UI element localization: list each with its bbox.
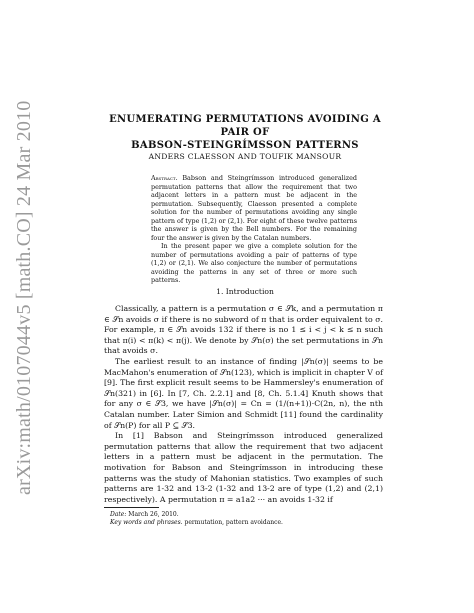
title-line-2: BABSON-STEINGRÍMSSON PATTERNS — [131, 140, 359, 151]
arxiv-identifier-stamp: arXiv:math/0107044v5 [math.CO] 24 Mar 2010 — [13, 100, 35, 495]
footnote-rule — [104, 507, 159, 508]
footnote-date — [104, 511, 383, 519]
section-heading: 1. Introduction — [216, 287, 274, 296]
abstract-heading: Abstract. — [151, 174, 178, 182]
keywords-value: permutation, pattern avoidance. — [184, 519, 283, 526]
title-line-1: ENUMERATING PERMUTATIONS AVOIDING A PAIR OF — [109, 114, 381, 138]
body-paragraph-2: The earliest result to an instance of finding |𝒮n(σ)| seems to be MacMahon's enumeration of 𝒮n(123), which is implicit in chapter V of [9]. The first explicit result seems to be Hammersley's enumeration of 𝒮n(321) in [6]. In [7, Ch. 2.2.1] and [8, Ch. 5.1.4] Knuth shows that for any σ ∈ 𝒮3, we have |𝒮n(σ)| = Cn = (1/(n+1))·C(2n, n), the nth Catalan number. Later Simion and Schmidt [11] found the cardinality of 𝒮n(P) for all P ⊆ 𝒮3. — [104, 356, 383, 430]
paper-title — [100, 113, 390, 152]
body-paragraph-3: In [1] Babson and Steingrímsson introduced generalized permutation patterns that allow the requirement that two adjacent letters in a pattern must be adjacent in the permutation. The motivation for Babson and Steingrímsson in introducing these patterns was the study of Mahonian statistics. Two examples of such patterns are 1-32 and 13-2 (1-32 and 13-2 are of type (1,2) and (2,1) respectively). A permutation π = a1a2 ··· an avoids 1-32 if — [104, 431, 383, 504]
footnotes — [104, 511, 383, 527]
date-label: Date: — [110, 511, 127, 518]
body-paragraph-1: Classically, a pattern is a permutation σ ∈ 𝒮k, and a permutation π ∈ 𝒮n avoids σ if there is no subword of π that is order equivalent to σ. For example, π ∈ 𝒮n avoids 132 if there is no 1 ≤ i < j < k ≤ n such that π(i) < π(k) < π(j). We denote by 𝒮n(σ) the set permutations in 𝒮n that avoids σ. — [104, 304, 383, 356]
body-text — [104, 304, 383, 505]
abstract — [151, 174, 357, 285]
abstract-paragraph-1 — [151, 174, 357, 242]
keywords-label: Key words and phrases. — [110, 519, 183, 526]
abstract-text-1: Babson and Steingrímsson introduced generalized permutation patterns that allow the requirement that two adjacent letters in a pattern must be adjacent in the permutation. Subsequently, Claesson presented a complete solution for the number of permutations avoiding any single pattern of type (1,2) or (2,1). For eight of these twelve patterns the answer is given by the Bell numbers. For the remaining four the answer is given by the Catalan numbers. — [151, 174, 357, 242]
abstract-paragraph-2: In the present paper we give a complete solution for the number of permutations avoiding a pair of patterns of type (1,2) or (2,1). We also conjecture the number of permutations avoiding the patterns in any set of three or more such patterns. — [151, 242, 357, 284]
authors: ANDERS CLAESSON AND TOUFIK MANSOUR — [148, 152, 342, 161]
date-value: March 26, 2010. — [128, 511, 179, 518]
footnote-keywords — [104, 519, 383, 527]
